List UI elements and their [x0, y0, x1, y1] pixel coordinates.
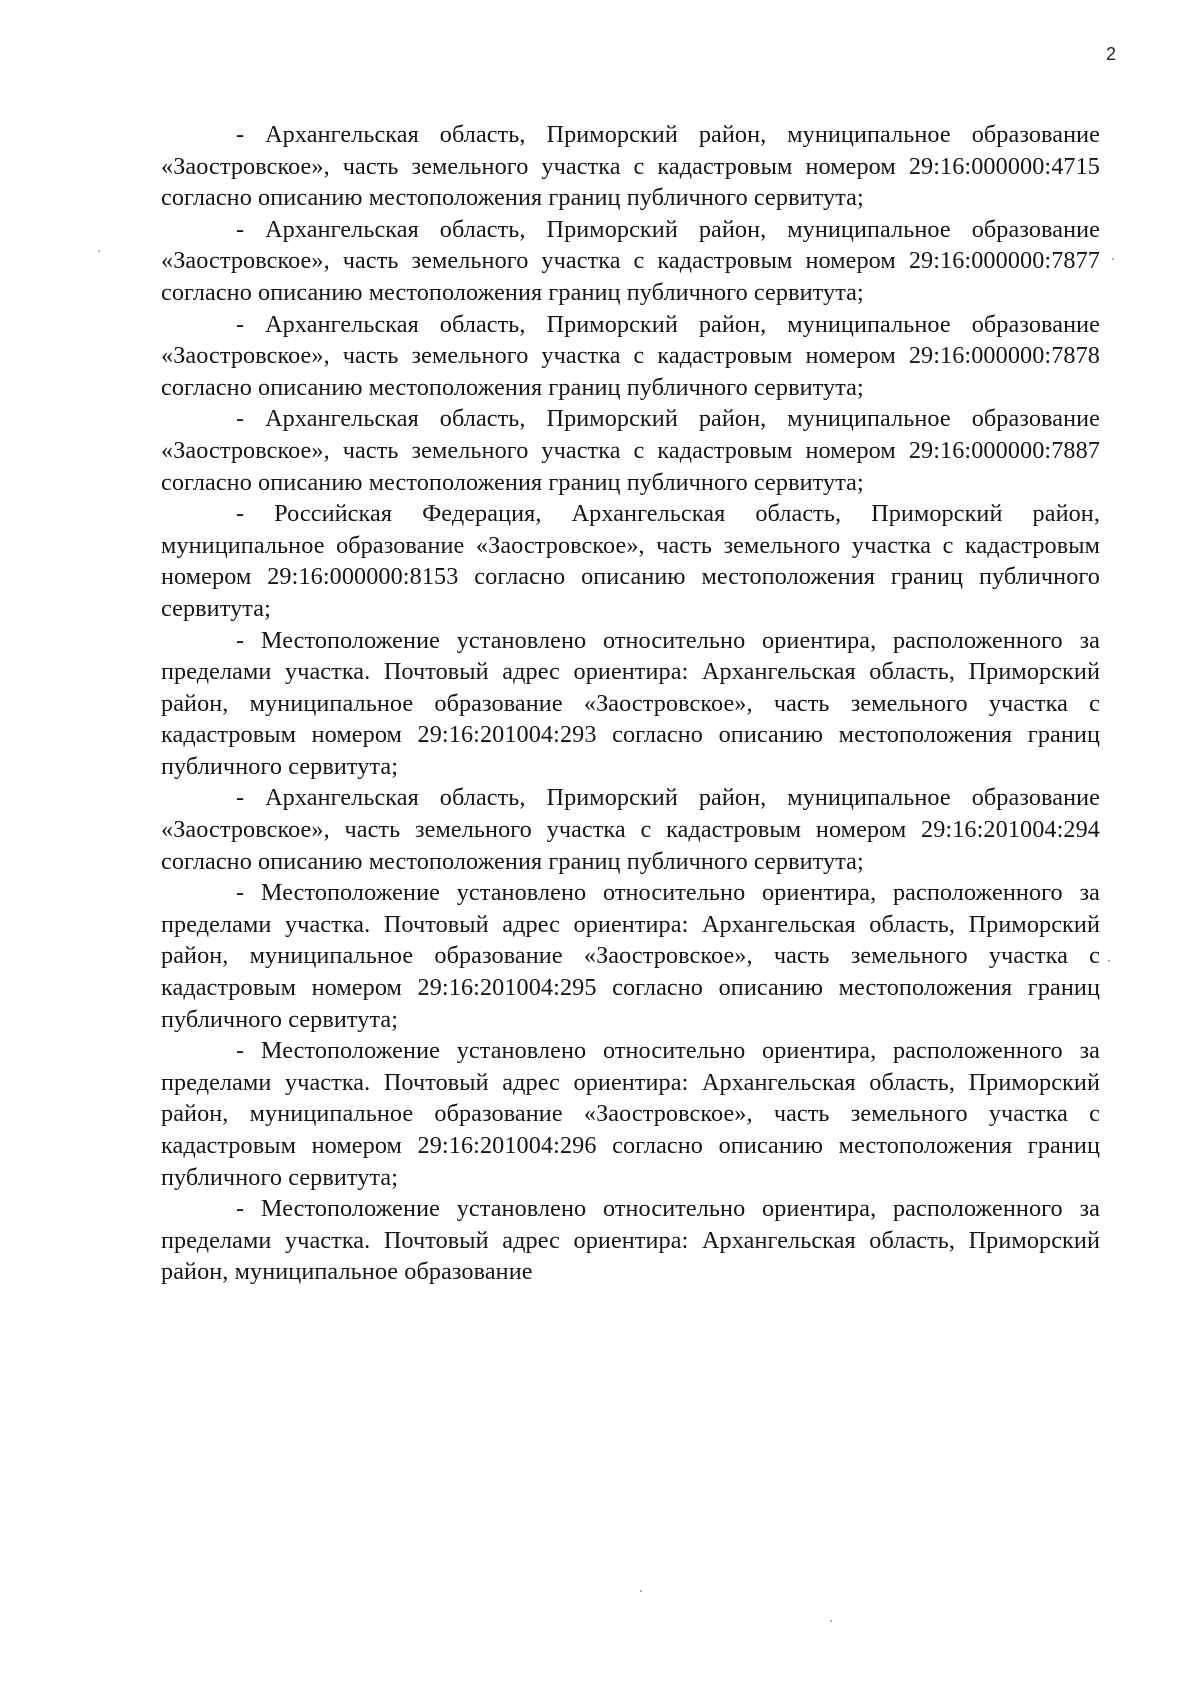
page-number: 2	[1105, 44, 1116, 64]
paragraph: - Местоположение установлено относительно ориентира, расположенного за пределами участка. Почтовый адрес ориентира: Архангельская область, Приморский район, муниципальное образование «Заостровское», часть земельного участка с кадастровым номером 29:16:201004:293 согласно описанию местоположения границ публичного сервитута;	[161, 626, 1100, 780]
paragraph: - Архангельская область, Приморский район, муниципальное образование «Заостровское», часть земельного участка с кадастровым номером 29:16:000000:7877 согласно описанию местоположения границ публичного сервитута;	[161, 215, 1100, 306]
scan-speck	[98, 250, 100, 252]
paragraph: - Местоположение установлено относительно ориентира, расположенного за пределами участка. Почтовый адрес ориентира: Архангельская область, Приморский район, муниципальное образование «Заостровское», часть земельного участка с кадастровым номером 29:16:201004:295 согласно описанию местоположения границ публичного сервитута;	[161, 879, 1100, 1033]
paragraph: - Архангельская область, Приморский район, муниципальное образование «Заостровское», часть земельного участка с кадастровым номером 29:16:201004:294 согласно описанию местоположения границ публичного сервитута;	[161, 784, 1100, 875]
paragraph: - Архангельская область, Приморский район, муниципальное образование «Заостровское», часть земельного участка с кадастровым номером 29:16:000000:4715 согласно описанию местоположения границ публичного сервитута;	[161, 121, 1100, 212]
scan-speck	[640, 1590, 642, 1592]
scan-speck	[830, 1620, 832, 1622]
paragraph: - Местоположение установлено относительно ориентира, расположенного за пределами участка. Почтовый адрес ориентира: Архангельская область, Приморский район, муниципальное образование	[161, 1195, 1100, 1286]
scan-speck	[1108, 960, 1110, 962]
paragraph: - Архангельская область, Приморский район, муниципальное образование «Заостровское», часть земельного участка с кадастровым номером 29:16:000000:7887 согласно описанию местоположения границ публичного сервитута;	[161, 405, 1100, 496]
paragraph: - Местоположение установлено относительно ориентира, расположенного за пределами участка. Почтовый адрес ориентира: Архангельская область, Приморский район, муниципальное образование «Заостровское», часть земельного участка с кадастровым номером 29:16:201004:296 согласно описанию местоположения границ публичного сервитута;	[161, 1037, 1100, 1191]
paragraph: - Российская Федерация, Архангельская область, Приморский район, муниципальное образование «Заостровское», часть земельного участка с кадастровым номером 29:16:000000:8153 согласно описанию местоположения границ публичного сервитута;	[161, 500, 1100, 622]
paragraph: - Архангельская область, Приморский район, муниципальное образование «Заостровское», часть земельного участка с кадастровым номером 29:16:000000:7878 согласно описанию местоположения границ публичного сервитута;	[161, 310, 1100, 401]
scan-speck	[1112, 258, 1114, 260]
document-body	[161, 119, 1100, 1288]
